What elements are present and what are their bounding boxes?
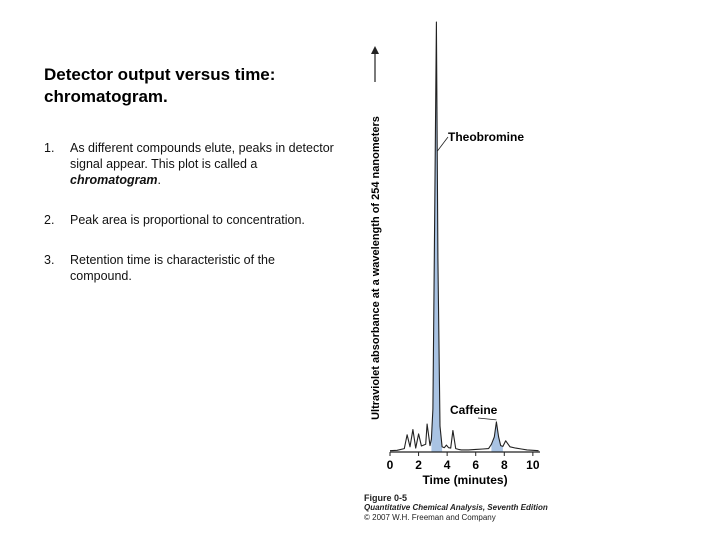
y-axis-arrow-head — [371, 46, 379, 54]
caption-book-title: Quantitative Chemical Analysis, Seventh Edition — [364, 503, 548, 512]
bullet-item-2 — [44, 212, 334, 228]
x-tick-label: 0 — [386, 458, 394, 472]
bullet-list — [44, 140, 334, 308]
x-axis-title: Time (minutes) — [422, 473, 508, 487]
x-tick-label: 10 — [526, 458, 540, 472]
bullet-emphasis: chromatogram — [70, 173, 158, 187]
bullet-number: 2. — [44, 213, 55, 227]
bullet-number: 3. — [44, 253, 55, 267]
x-tick-label: 6 — [472, 458, 480, 472]
x-tick-label: 4 — [443, 458, 451, 472]
x-tick-label: 2 — [415, 458, 422, 472]
bullet-number: 1. — [44, 141, 55, 155]
figure-caption — [364, 493, 548, 523]
x-tick-label: 8 — [500, 458, 508, 472]
bullet-item-1 — [44, 140, 334, 188]
bullet-text: Retention time is characteristic of the compound. — [70, 253, 275, 283]
annotation-caffeine: Caffeine — [450, 403, 498, 417]
annotation-theobromine-leader — [437, 137, 448, 151]
y-axis-title: Ultraviolet absorbance at a wavelength of 254 nanometers — [370, 116, 382, 420]
bullet-text: Peak area is proportional to concentration. — [70, 213, 305, 227]
slide-title: Detector output versus time: chromatogram. — [44, 65, 276, 106]
annotation-theobromine: Theobromine — [448, 130, 525, 144]
bullet-item-3 — [44, 252, 334, 284]
caption-copyright: © 2007 W.H. Freeman and Company — [364, 513, 496, 522]
chromatogram-trace — [390, 22, 539, 451]
caption-figure-number: Figure 0-5 — [364, 493, 408, 503]
chromatogram-chart — [360, 10, 560, 490]
annotation-caffeine-leader — [478, 418, 496, 420]
bullet-text: As different compounds elute, peaks in detector signal appear. This plot is called a — [70, 141, 334, 171]
bullet-text-end: . — [157, 173, 162, 187]
